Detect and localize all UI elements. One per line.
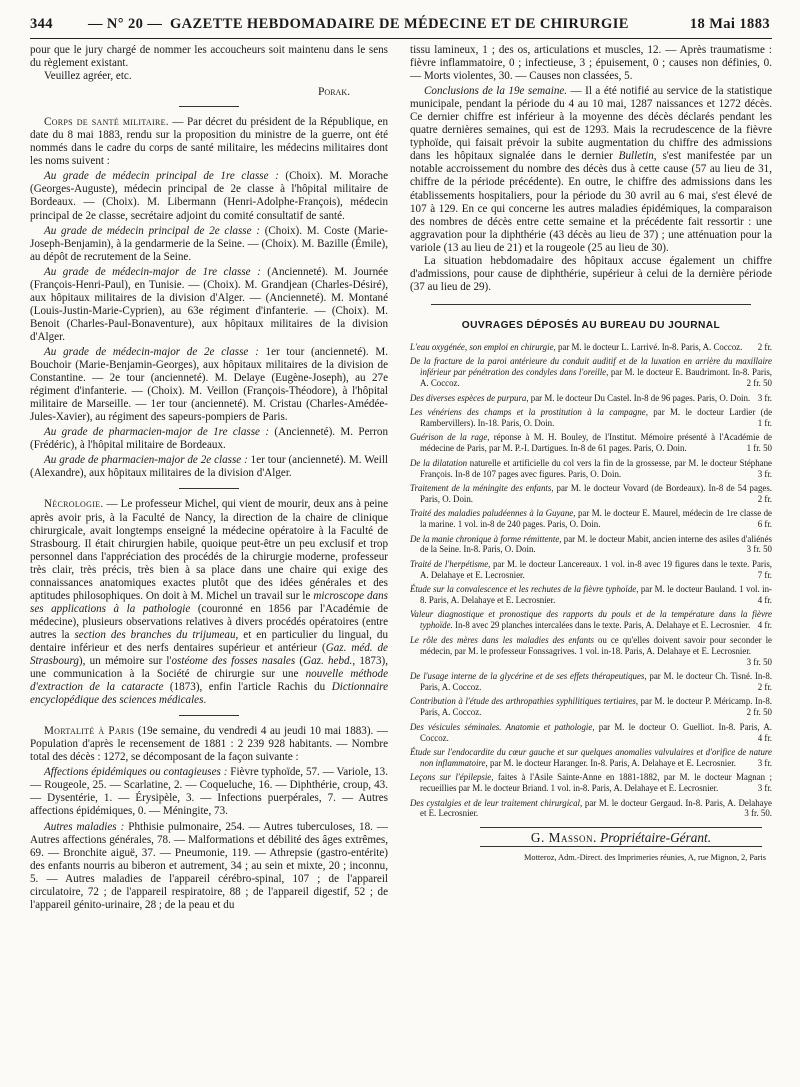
book-details: par M. le docteur Gergaud. In-8. Paris, A. Delahaye et E. Lecrosnier. (420, 797, 772, 819)
book-entry (410, 722, 772, 744)
book-entry (410, 747, 772, 769)
book-title: Traité des maladies paludéennes à la Guyane, (410, 508, 576, 519)
other-diseases-paragraph: Autres maladies : Phthisie pulmonaire, 254. — Autres tuberculoses, 18. — Autres affections générales, 78. — Malformations et débilité des âges extrêmes, 69. — Bronchite aiguë, 37. — Pneumonie, 119. — Athrepsie (gastro-entérite) des enfants nourris au biberon et autrement, 34 ; au sein et mixte, 20 ; inconnu, 5. — Autres maladies de l'appareil cérébro-spinal, 107 ; de l'appareil circulatoire, 72 ; de l'appareil respiratoire, 88 ; de l'appareil digestif, 52 ; de l'appareil génito-urinaire, 28 ; de la peau et du (30, 820, 388, 911)
book-price: 4 fr. (757, 595, 772, 606)
page-number: 344 (30, 16, 53, 32)
mortality-paragraph: Mortalité à Paris (19e semaine, du vendredi 4 au jeudi 10 mai 1883). — Population d'après le recensement de 1881 : 2 239 928 habitants. — Nombre total des décès : 1272, se décomposant de la façon suivante : (30, 725, 388, 764)
book-price: 2 fr. (757, 341, 772, 352)
book-title: De la manie chronique à forme rémittente, (410, 533, 562, 544)
book-price: 3 fr. (757, 468, 772, 479)
book-title: Guérison de la rage, (410, 432, 490, 443)
mortality-heading: Mortalité à Paris (44, 725, 135, 738)
issue-date: 18 Mai 1883 (689, 16, 770, 32)
book-price: 7 fr. (757, 569, 772, 580)
book-title: Valeur diagnostique et pronostique des rapports du pouls et de la température dans la fièvre typhoïde. (410, 609, 772, 631)
book-entry (410, 458, 772, 480)
book-price: 2 fr. 50 (746, 378, 772, 389)
book-title: Étude sur l'endocardite du cœur gauche et sur quelques anomalies valvulaires et d'orifice de nature non inflammatoire, (410, 746, 772, 768)
book-details: par M. le docteur Bauland. 1 vol. in-8. Paris, A. Delahaye et E. Lecrosnier. (420, 584, 772, 606)
signature: Porak. (317, 85, 350, 99)
hospitals-paragraph: La situation hebdomadaire des hôpitaux accuse également un chiffre d'admissions, pour cause de diphthérie, supérieur à celui de la dernière période (37 au lieu de 29). (410, 254, 772, 293)
book-details: par M. le docteur E. Maurel, médecin de 1re classe de la marine. 1 vol. in-8 de 240 pages. Paris, O. Doin. (420, 508, 772, 530)
letter-end: pour que le jury chargé de nommer les accoucheurs soit maintenu dans le sens du règlement existant. (30, 44, 388, 70)
book-entry (410, 508, 772, 530)
book-entry (410, 356, 772, 389)
book-price: 2 fr. (757, 493, 772, 504)
book-details: par M. le docteur Lancereaux. 1 vol. in-8 avec 19 figures dans le texte. Paris, A. Delahaye et E. Lecrosnier. (420, 558, 772, 580)
epidemic-paragraph: Affections épidémiques ou contagieuses : Fièvre typhoïde, 57. — Variole, 13. — Rougeole, 25. — Scarlatine, 2. — Coqueluche, 16. — Diphthérie, croup, 43. — Dysentérie, 1. — Érysipèle, 3. — Infections puerpérales, 7. — Autres affections épidémiques, 0. — Méningite, 73. (30, 766, 389, 818)
section-divider (431, 304, 751, 305)
book-price: 3 fr. (757, 783, 772, 794)
book-price: 3 fr. 50 (746, 544, 772, 555)
book-title: De l'usage interne de la glycérine et de ses effets thérapeutiques, (410, 671, 647, 681)
printer-line: Motteroz, Adm.-Direct. des Imprimeries réunies, A, rue Mignon, 2, Paris (524, 853, 766, 863)
publisher-name: G. Masson. (530, 830, 597, 846)
book-price: 4 fr. (757, 732, 772, 743)
divider (179, 488, 239, 489)
book-title: L'eau oxygénée, son emploi en chirurgie, (410, 341, 556, 352)
conclusions-paragraph: Conclusions de la 19e semaine. — Il a été notifié au service de la statistique municipale, pendant la période du 4 au 10 mai, 1287 naissances et 1272 décès. Ce dernier chiffre est inférieur à la moyenne des décès déclarés pendant les quatre dernières semaines, qui est de 1293. Mais la recrudescence de la fièvre typhoïde, qui faisait prévoir la subite augmentation du chiffre des admissions dans les hôpitaux signalée dans le dernier Bulletin, s'est manifestée par un notable accroissement du nombre des décès dus à cette cause (57 au lieu de 31, chiffre de la période précédente). En outre, le chiffre des admissions dans les établissements hospitaliers, pour la période du 30 avril au 6 mai, s'est élevé de 107 à 129. En ce qui concerne les autres maladies épidémiques, la comparaison des nombres de décès entre cette semaine et la précédente fait ressortir : une aggravation pour la diphthérie (43 décès au lieu de 37) ; une atténuation pour la variole (13 au lieu de 21) et la rougeole (25 au lieu de 30). (410, 85, 772, 254)
book-price: 1 fr. 50 (746, 443, 772, 454)
book-entry (410, 407, 772, 429)
book-details: par M. le docteur Ch. Tisné. In-8. Paris, A. Coccoz. (420, 671, 772, 692)
publisher-role: Propriétaire-Gérant. (600, 830, 712, 846)
book-details: faites à l'Asile Sainte-Anne en 1881-1882, par M. le docteur Magnan ; recueillies par M. le docteur Briand. 1 vol. in-8. Paris, A. Delahaye et E. Lecrosnier. (420, 772, 772, 794)
book-details: réponse à M. H. Bouley, de l'Institut. Mémoire présenté à l'Académie de médecine de Paris, par M. P.-I. Dartigues. In-8 de 61 pages. Paris, O. Doin. (420, 432, 772, 454)
book-details: par M. le docteur Du Castel. In-8 de 96 pages. Paris, O. Doin. (528, 392, 751, 403)
necrology-heading: Nécrologie. (44, 498, 104, 511)
books-section-title: OUVRAGES DÉPOSÉS AU BUREAU DU JOURNAL (461, 319, 721, 331)
book-title: Des cystalgies et de leur traitement chirurgical, (410, 797, 583, 808)
book-entry (410, 772, 772, 794)
book-price: 2 fr. (757, 681, 772, 692)
book-price: 2 fr. 50 (746, 707, 772, 718)
grade-paragraph: Au grade de pharmacien-major de 2e classe : 1er tour (ancienneté). M. Weill (Alexandre), aux hôpitaux militaires de la division d'Alger. (30, 454, 388, 480)
book-entry (410, 635, 772, 668)
book-price: 3 fr. (757, 392, 772, 403)
book-entry (410, 393, 772, 404)
book-entry (410, 609, 772, 631)
book-title: De la dilatation (410, 457, 468, 468)
book-details: par M. le docteur Mabit, ancien interne des asiles d'aliénés de la Seine. In-8. Paris, O. Doin. (420, 533, 772, 555)
book-title: De la fracture de la paroi antérieure du conduit auditif et de la luxation en arrière du maxillaire inférieur par pénétration des condyles dans l'oreille, (410, 356, 772, 378)
book-price: 1 fr. (757, 417, 772, 428)
book-entry (410, 342, 772, 353)
book-title: Étude sur la convalescence et les rechutes de la fièvre typhoïde, (410, 584, 639, 595)
grade-paragraph: Au grade de médecin principal de 2e classe : (Choix). M. Coste (Marie-Joseph-Benjamin), à la gendarmerie de la Seine. — (Choix). M. Bazille (Émile), au dépôt de recrutement de la Seine. (30, 224, 388, 263)
book-details: par M. le docteur E. Baudrimont. In-8. Paris, A. Coccoz. (420, 367, 772, 389)
book-title: Des diverses espèces de purpura, (410, 392, 529, 403)
corps-paragraph: Corps de santé militaire. — Par décret du président de la République, en date du 8 mai 1883, rendu sur la proposition du ministre de la guerre, ont été nommés dans le cadre du corps de santé militaire, les médecins militaires dont les noms suivent : (30, 116, 388, 168)
book-title: Le rôle des mères dans les maladies des enfants (410, 634, 594, 645)
book-details: par M. le docteur P. Méricamp. In-8. Paris, A. Coccoz. (420, 696, 773, 718)
page-header (30, 12, 772, 39)
issue-number: — N° 20 — (88, 16, 163, 32)
journal-title: GAZETTE HEBDOMADAIRE DE MÉDECINE ET DE CHIRURGIE (170, 16, 629, 32)
book-title: Leçons sur l'épilepsie, (410, 772, 494, 783)
book-price: 3 fr. 50. (744, 808, 772, 819)
book-price: 3 fr. 50 (746, 656, 772, 667)
book-price: 6 fr. (757, 519, 772, 530)
book-details: ou ce qu'elles doivent savoir pour seconder le médecin, par M. le professeur Fonssagrives. 1 vol. in-18. Paris, A. Delahaye et E. Lecrosnier. (420, 634, 772, 656)
grade-paragraph: Au grade de médecin-major de 1re classe : (Ancienneté). M. Journée (François-Henri-Paul), en Tunisie. — (Choix). M. Grandjean (Charles-Désiré), aux hôpitaux militaires de la division d'Alger. — (Ancienneté). M. Montané (Louis-Justin-Marie-Cyprien), au 63e régiment d'infanterie. — (Choix). M. Benoit (Charles-Paul-Bonaventure), aux hôpitaux militaires de la division d'Alger. (30, 265, 388, 343)
grade-paragraph: Au grade de médecin-major de 2e classe : 1er tour (ancienneté). M. Bouchoir (Marie-Benjamin-Georges), aux hôpitaux militaires de la division de Constantine. — 2e tour (ancienneté). M. Delaye (Eugène-Joseph), au 27e régiment d'infanterie. — (Choix). M. Veillon (François-Théodore), à l'hôpital militaire de Marseille. — 1er tour (ancienneté). M. Cristau (Charles-Amédée-Jules-Xavier), au régiment des sapeurs-pompiers de Paris. (30, 345, 389, 424)
book-price: 4 fr. (757, 620, 772, 631)
publisher-signature (480, 827, 762, 847)
book-details: par M. le docteur Vovard (de Bordeaux). In-8 de 54 pages. Paris, O. Doin. (420, 482, 772, 504)
grade-paragraph: Au grade de pharmacien-major de 1re classe : (Ancienneté). M. Perron (Frédéric), à l'hôpital militaire de Bordeaux. (30, 426, 388, 452)
book-entry (410, 483, 772, 505)
books-list (410, 342, 772, 819)
book-price: 3 fr. (757, 757, 772, 768)
necrology-paragraph: Nécrologie. — Le professeur Michel, qui vient de mourir, deux ans à peine après avoir pris, à la Faculté de Nancy, la direction de la chaire de clinique chirurgicale, avait longtemps enseigné la médecine opératoire à la Faculté de Strasbourg. Il était chirurgien habile, quoique peut-être un peu exclusif et trop personnel dans l'appréciation des procédés de la chirurgie moderne, professeur très clair, très précis, très bien à sa place dans une chaire qui exige des connaissances anatomiques exactes plutôt que des idées générales et des aptitudes philosophiques. On doit à M. Michel un travail sur le microscope dans ses applications à la pathologie (couronné en 1856 par l'Académie de médecine), plusieurs observations relatives à divers procédés opératoires (entre autres la section des branches du trijumeau, et en particulier du lingual, du dentaire inférieur et des nerfs dentaires supérieur et antérieur (Gaz. méd. de Strasbourg), un mémoire sur l'ostéome des fosses nasales (Gaz. hebd., 1873), une communication à la Société de chirurgie sur une nouvelle méthode d'extraction de la cataracte (1873), enfin l'article Rachis du Dictionnaire encyclopédique des sciences médicales. (30, 498, 389, 707)
divider (179, 715, 239, 716)
book-title: Les vénériens des champs et la prostitution à la campagne, (410, 406, 648, 417)
left-column (30, 44, 388, 912)
book-entry (410, 534, 772, 556)
book-details: par M. le docteur Lardier (de Rambervillers). In-18. Paris, O. Doin. (420, 406, 773, 428)
book-entry (410, 798, 772, 820)
book-details: naturelle et artificielle du col vers la fin de la grossesse, par M. le docteur Stéphane François. In-8 de 107 pages avec figures. Paris, O. Doin. (420, 457, 772, 479)
grade-paragraph: Au grade de médecin principal de 1re classe : (Choix). M. Morache (Georges-Auguste), médecin principal de 2e classe à l'hôpital militaire de Bordeaux. — (Choix). M. Libermann (Henri-Adolphe-François), médecin principal de 2e classe, secrétaire adjoint du comité consultatif de santé. (30, 170, 388, 222)
right-column (410, 44, 772, 864)
book-entry (410, 559, 772, 581)
book-entry (410, 584, 772, 606)
letter-closing: Veuillez agréer, etc. (44, 70, 132, 83)
book-details: In-8 avec 29 planches intercalées dans le texte. Paris, A. Delahaye et E. Lecrosnier. (452, 620, 751, 631)
book-title: Traité de l'herpétisme, (410, 558, 491, 569)
book-details: par M. le docteur L. Larrivé. In-8. Paris, A. Coccoz. (555, 341, 743, 352)
corps-heading: Corps de santé militaire. (44, 116, 169, 129)
book-details: par M. le docteur O. Guelliot. In-8. Paris, A. Coccoz. (420, 721, 772, 743)
book-entry (410, 696, 772, 718)
book-title: Contribution à l'étude des arthropathies syphilitiques tertiaires, (410, 696, 639, 707)
divider (179, 106, 239, 107)
book-entry (410, 671, 772, 693)
book-title: Des vésicules séminales. Anatomie et pathologie, (410, 721, 595, 732)
book-entry (410, 432, 772, 454)
mortality-continued: tissu lamineux, 1 ; des os, articulations et muscles, 12. — Après traumatisme : fièvre inflammatoire, 0 ; infectieuse, 3 ; épuisement, 0 ; causes non définies, 0. — Morts violentes, 30. — Causes non classées, 5. (410, 44, 772, 83)
book-details: par M. le docteur Haranger. In-8. Paris, A. Delahaye et E. Lecrosnier. (487, 757, 736, 768)
book-title: Traitement de la méningite des enfants, (410, 482, 554, 493)
